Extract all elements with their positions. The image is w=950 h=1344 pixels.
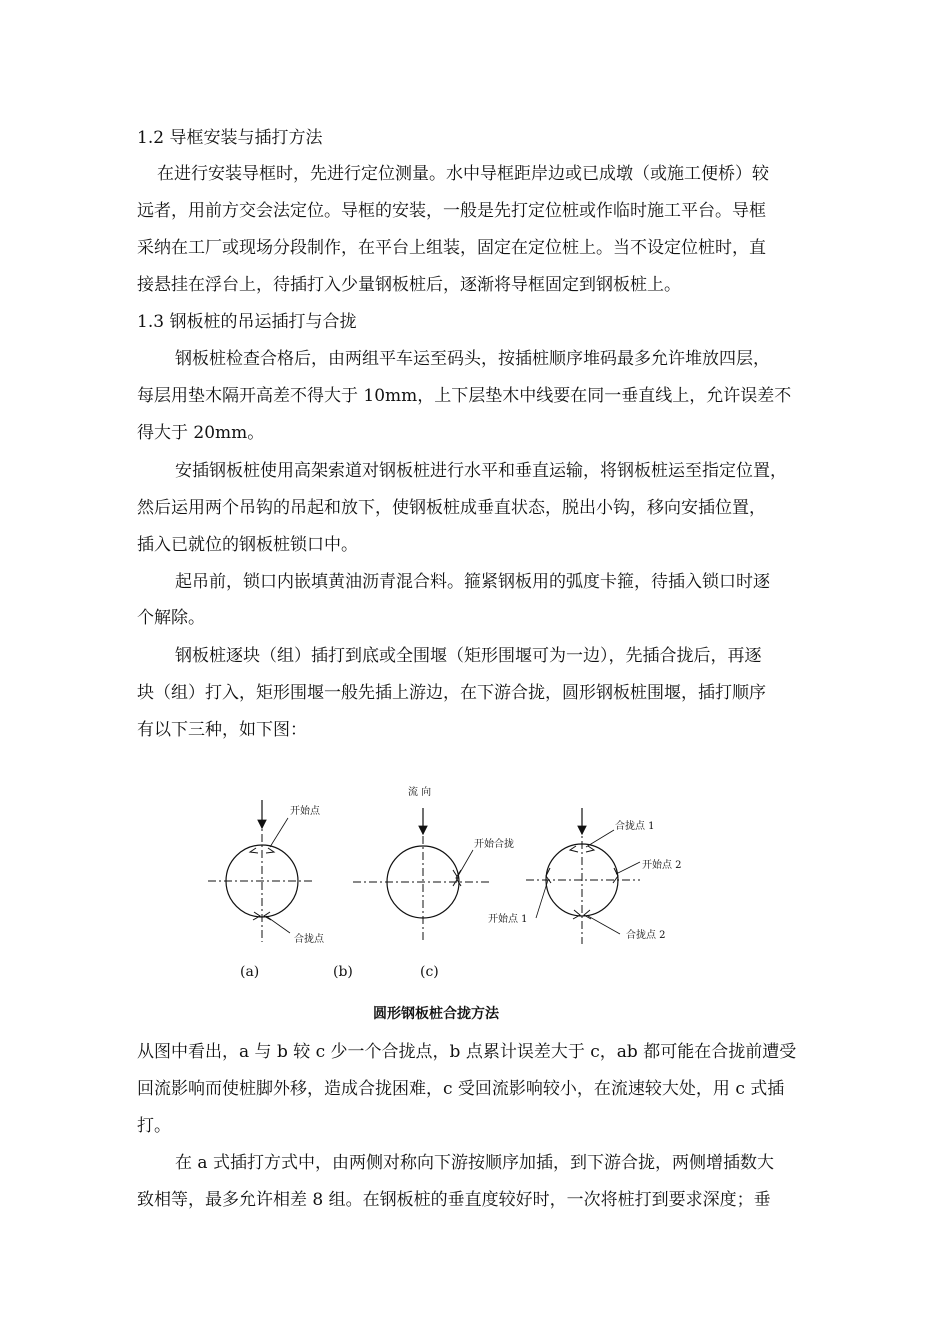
label-start-point-2: 开始点 2: [642, 860, 682, 871]
paragraph-line: 块（组）打入，矩形围堰一般先插上游边，在下游合拢，圆形钢板桩围堰，插打顺序: [137, 683, 766, 703]
label-closure-point-1: 合拢点 1: [615, 821, 655, 832]
sublabel-b: (b): [333, 964, 353, 980]
sublabel-c: (c): [420, 964, 439, 980]
paragraph-line: 接悬挂在浮台上，待插打入少量钢板桩后，逐渐将导框固定到钢板桩上。: [137, 275, 681, 295]
paragraph-line: 每层用垫木隔开高差不得大于 10mm，上下层垫木中线要在同一垂直线上，允许误差不: [137, 386, 792, 406]
paragraph-line: 在 a 式插打方式中，由两侧对称向下游按顺序加插，到下游合拢，两侧增插数大: [175, 1153, 774, 1173]
label-start-point-1: 开始点 1: [488, 914, 528, 925]
paragraph-line: 起吊前，锁口内嵌填黄油沥青混合料。箍紧钢板用的弧度卡箍，待插入锁口时逐: [175, 572, 770, 592]
paragraph-line: 然后运用两个吊钩的吊起和放下，使钢板桩成垂直状态，脱出小钩，移向安插位置，: [137, 498, 766, 518]
diagram-c: [488, 808, 682, 944]
paragraph-line: 致相等，最多允许相差 8 组。在钢板桩的垂直度较好时，一次将桩打到要求深度；垂: [137, 1190, 771, 1210]
paragraph-line: 钢板桩逐块（组）插打到底或全围堰（矩形围堰可为一边），先插合拢后，再逐: [175, 646, 762, 666]
paragraph-line: 在进行安装导框时，先进行定位测量。水中导框距岸边或已成墩（或施工便桥）较: [157, 164, 769, 184]
paragraph-line: 得大于 20mm。: [137, 423, 265, 443]
paragraph-line: 个解除。: [137, 608, 205, 628]
diagram-a: [208, 800, 325, 945]
closure-methods-figure: [190, 770, 710, 990]
paragraph-line: 有以下三种，如下图：: [137, 720, 307, 740]
paragraph-line: 安插钢板桩使用高架索道对钢板桩进行水平和垂直运输，将钢板桩运至指定位置，: [175, 461, 787, 481]
figure-caption: 圆形钢板桩合拢方法: [373, 1006, 499, 1022]
label-closure-point: 合拢点: [294, 934, 324, 945]
label-flow-direction: 流 向: [408, 787, 432, 798]
paragraph-line: 回流影响而使桩脚外移，造成合拢困难，c 受回流影响较小，在流速较大处，用 c 式插: [137, 1079, 785, 1099]
paragraph-line: 插入已就位的钢板桩锁口中。: [137, 535, 358, 555]
label-closure-point-2: 合拢点 2: [626, 930, 666, 941]
label-start-point: 开始点: [290, 806, 320, 817]
paragraph-line: 从图中看出，a 与 b 较 c 少一个合拢点，b 点累计误差大于 c，ab 都可能在合拢前遭受: [137, 1042, 797, 1062]
label-start-closure: 开始合拢: [474, 839, 514, 850]
paragraph-line: 远者，用前方交会法定位。导框的安装，一般是先打定位桩或作临时施工平台。导框: [137, 201, 766, 221]
paragraph-line: 采纳在工厂或现场分段制作，在平台上组装，固定在定位桩上。当不设定位桩时，直: [137, 238, 766, 258]
figure-drawing: [190, 770, 710, 990]
sublabel-a: (a): [240, 964, 260, 980]
paragraph-line: 打。: [137, 1116, 171, 1136]
section-heading-1-2: 1.2 导框安装与插打方法: [137, 128, 323, 148]
section-heading-1-3: 1.3 钢板桩的吊运插打与合拢: [137, 312, 357, 332]
paragraph-line: 钢板桩检查合格后，由两组平车运至码头，按插桩顺序堆码最多允许堆放四层，: [175, 349, 770, 369]
